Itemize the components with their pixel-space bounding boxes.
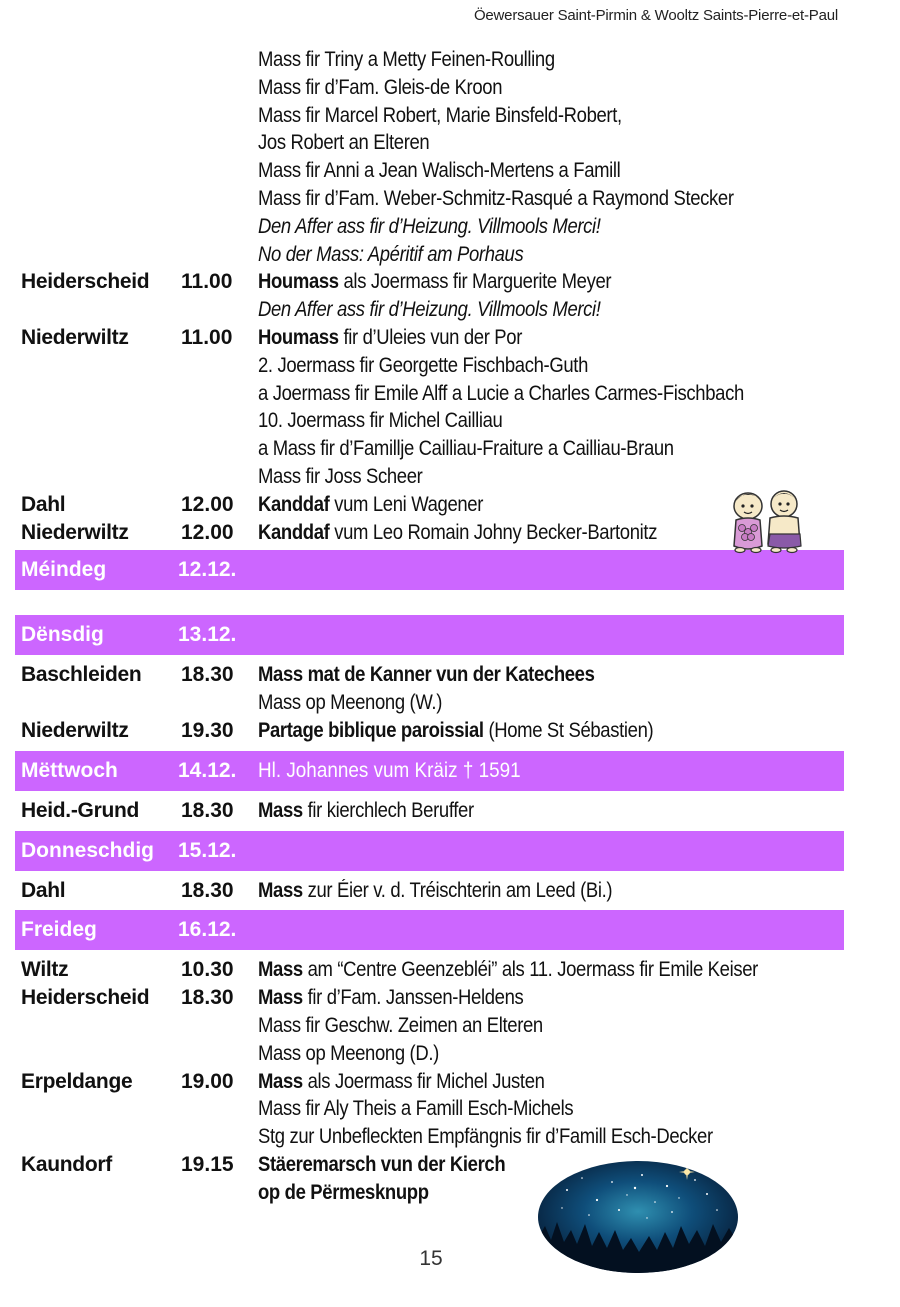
schedule-entry [0, 717, 900, 745]
entry-note: Den Affer ass fir d’Heizung. Villmools Merci! [258, 298, 601, 322]
entry-text: Mass mat de Kanner vun der Katechees [258, 663, 595, 687]
entry-place: Heid.-Grund [21, 798, 140, 822]
entry-text: Mass fir Triny a Metty Feinen-Roulling [258, 48, 555, 71]
schedule-line [0, 352, 900, 380]
entry-time: 19.30 [181, 718, 234, 742]
couple-illustration-icon [726, 484, 810, 554]
schedule-line [0, 407, 900, 435]
schedule-line [0, 1123, 900, 1151]
entry-text: 10. Joermass fir Michel Cailliau [258, 409, 503, 433]
schedule-entry [0, 268, 900, 296]
entry-text: Mass zur Éier v. d. Tréischterin am Leed (Bi.) [258, 878, 613, 902]
entry-text: Mass fir Geschw. Zeimen an Elteren [258, 1013, 543, 1037]
schedule [0, 46, 900, 1207]
schedule-entry [0, 1068, 900, 1096]
day-header-friday [15, 910, 844, 950]
schedule-line [0, 102, 900, 130]
schedule-line [0, 46, 900, 74]
schedule-line [0, 1040, 900, 1068]
entry-text: Stg zur Unbefleckten Empfängnis fir d’Famill Esch-Decker [258, 1125, 713, 1149]
day-date: 12.12. [178, 558, 237, 582]
entry-text: Mass fir Aly Theis a Famill Esch-Michels [258, 1097, 574, 1121]
schedule-line [0, 380, 900, 408]
entry-text: Mass fir kierchlech Beruffer [258, 798, 474, 822]
entry-text: Mass fir d’Fam. Gleis-de Kroon [258, 75, 503, 99]
entry-place: Wiltz [21, 958, 69, 982]
schedule-line [0, 435, 900, 463]
schedule-line [0, 74, 900, 102]
schedule-entry [0, 984, 900, 1012]
entry-time: 12.00 [181, 520, 234, 544]
entry-time: 10.30 [181, 958, 234, 982]
page-number: 15 [419, 1247, 443, 1270]
entry-text: Mass fir d’Fam. Janssen-Heldens [258, 986, 524, 1010]
day-date: 14.12. [178, 758, 237, 782]
schedule-entry [0, 324, 900, 352]
entry-place: Niederwiltz [21, 520, 129, 544]
entry-text: Kanddaf vum Leni Wagener [258, 492, 484, 516]
entry-text: op de Përmesknupp [258, 1180, 429, 1204]
entry-place: Erpeldange [21, 1069, 133, 1093]
schedule-line [0, 296, 900, 324]
day-header-thursday [15, 831, 844, 871]
day-header-monday [15, 550, 844, 590]
page-header: Öewersauer Saint-Pirmin & Wooltz Saints-Pierre-et-Paul [473, 7, 838, 24]
schedule-entry [0, 797, 900, 825]
entry-text: Mass fir Joss Scheer [258, 464, 423, 488]
day-name: Dënsdig [21, 623, 104, 647]
day-date: 15.12. [178, 838, 237, 862]
day-date: 16.12. [178, 918, 237, 942]
entry-place: Dahl [21, 492, 66, 516]
day-note: Hl. Johannes vum Kräiz † 1591 [258, 758, 521, 782]
entry-text: Mass op Meenong (W.) [258, 691, 443, 715]
entry-text: Mass op Meenong (D.) [258, 1041, 439, 1065]
entry-text: Mass als Joermass fir Michel Justen [258, 1069, 545, 1093]
schedule-line [0, 185, 900, 213]
day-name: Mëttwoch [21, 758, 118, 782]
entry-note: Den Affer ass fir d’Heizung. Villmools Merci! [258, 214, 601, 238]
entry-note: No der Mass: Apéritif am Porhaus [258, 242, 524, 266]
schedule-line [0, 689, 900, 717]
entry-text: Houmass als Joermass fir Marguerite Meyer [258, 270, 612, 294]
entry-time: 18.30 [181, 986, 234, 1010]
entry-time: 18.30 [181, 878, 234, 902]
entry-time: 11.00 [181, 325, 233, 349]
schedule-line [0, 1095, 900, 1123]
day-header-tuesday [15, 615, 844, 655]
day-name: Méindeg [21, 558, 107, 582]
entry-place: Heiderscheid [21, 986, 150, 1010]
entry-text: Mass fir d’Fam. Weber-Schmitz-Rasqué a Raymond Stecker [258, 186, 734, 210]
entry-text: a Mass fir d’Famillje Cailliau-Fraiture a Cailliau-Braun [258, 437, 674, 461]
entry-text: Jos Robert an Elteren [258, 131, 430, 155]
day-header-wednesday [15, 751, 844, 791]
entry-text: a Joermass fir Emile Alff a Lucie a Charles Carmes-Fischbach [258, 381, 744, 405]
entry-text: Kanddaf vum Leo Romain Johny Becker-Bartonitz [258, 520, 658, 544]
schedule-line [0, 129, 900, 157]
schedule-line [0, 1012, 900, 1040]
entry-time: 12.00 [181, 492, 234, 516]
entry-text: Mass am “Centre Geenzebléi” als 11. Joermass fir Emile Keiser [258, 958, 758, 982]
day-name: Donneschdig [21, 838, 155, 862]
entry-text: Partage biblique paroissial (Home St Sébastien) [258, 718, 654, 742]
entry-place: Niederwiltz [21, 718, 129, 742]
schedule-entry [0, 956, 900, 984]
day-date: 13.12. [178, 623, 237, 647]
schedule-entry [0, 877, 900, 905]
entry-place: Baschleiden [21, 663, 142, 687]
entry-text: Houmass fir d’Uleies vun der Por [258, 325, 522, 349]
schedule-entry [0, 661, 900, 689]
entry-text: 2. Joermass fir Georgette Fischbach-Guth [258, 353, 588, 377]
schedule-line [0, 241, 900, 269]
entry-place: Niederwiltz [21, 325, 129, 349]
entry-time: 19.15 [181, 1152, 234, 1176]
entry-text: Mass fir Marcel Robert, Marie Binsfeld-Robert, [258, 103, 622, 127]
schedule-entry [0, 1151, 900, 1179]
entry-text: Stäeremarsch vun der Kierch [258, 1152, 506, 1176]
day-name: Freideg [21, 918, 97, 942]
entry-text: Mass fir Anni a Jean Walisch-Mertens a Famill [258, 159, 621, 183]
schedule-line [0, 1179, 900, 1207]
entry-place: Kaundorf [21, 1152, 112, 1176]
schedule-line [0, 213, 900, 241]
entry-time: 19.00 [181, 1069, 234, 1093]
entry-time: 18.30 [181, 663, 234, 687]
entry-place: Heiderscheid [21, 270, 150, 294]
entry-place: Dahl [21, 878, 66, 902]
schedule-line [0, 157, 900, 185]
entry-time: 11.00 [181, 270, 233, 294]
entry-time: 18.30 [181, 798, 234, 822]
